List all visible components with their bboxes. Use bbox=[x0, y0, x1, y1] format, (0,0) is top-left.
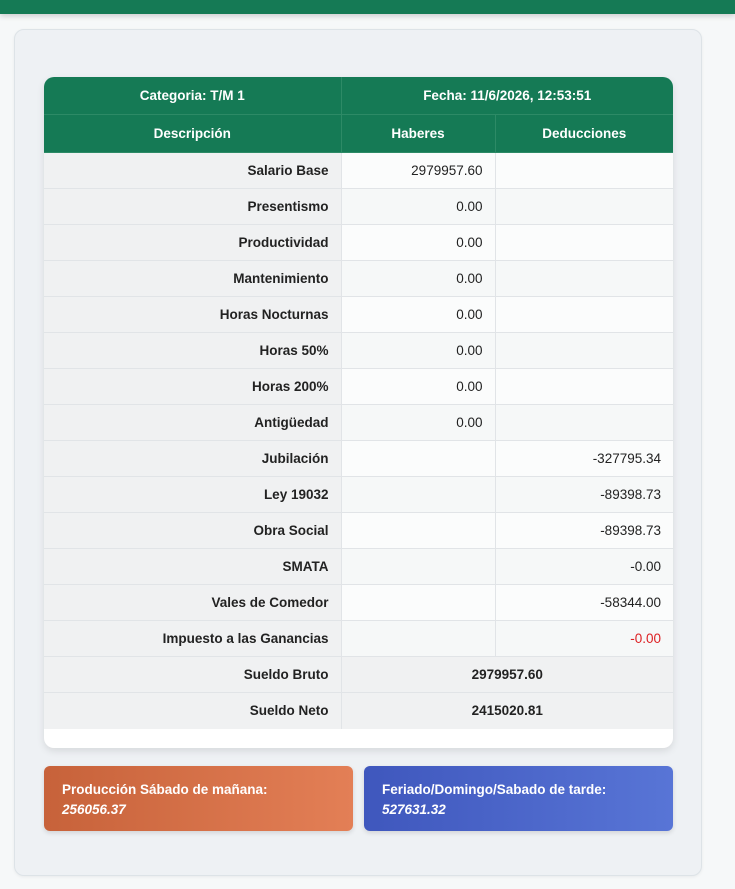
row-label: Antigüedad bbox=[44, 405, 341, 441]
sueldo-neto-value: 2415020.81 bbox=[341, 693, 673, 729]
deducciones-cell bbox=[495, 369, 673, 405]
deducciones-cell bbox=[495, 153, 673, 189]
haberes-cell bbox=[341, 585, 495, 621]
sueldo-bruto-label: Sueldo Bruto bbox=[44, 657, 341, 693]
produccion-sabado-box bbox=[44, 766, 353, 831]
table-row bbox=[44, 297, 673, 333]
table-row bbox=[44, 261, 673, 297]
haberes-cell: 0.00 bbox=[341, 261, 495, 297]
haberes-cell bbox=[341, 477, 495, 513]
feriado-domingo-value: 527631.32 bbox=[382, 802, 446, 817]
sueldo-neto-row bbox=[44, 693, 673, 729]
deducciones-cell: -89398.73 bbox=[495, 513, 673, 549]
haberes-cell: 0.00 bbox=[341, 333, 495, 369]
table-row bbox=[44, 225, 673, 261]
produccion-sabado-value: 256056.37 bbox=[62, 802, 126, 817]
deducciones-cell bbox=[495, 405, 673, 441]
payroll-card bbox=[14, 29, 702, 876]
deducciones-cell: -58344.00 bbox=[495, 585, 673, 621]
row-label: Horas 200% bbox=[44, 369, 341, 405]
feriado-domingo-box bbox=[364, 766, 673, 831]
haberes-cell: 0.00 bbox=[341, 189, 495, 225]
deducciones-cell: -89398.73 bbox=[495, 477, 673, 513]
descripcion-header: Descripción bbox=[44, 115, 341, 153]
haberes-cell bbox=[341, 621, 495, 657]
haberes-cell bbox=[341, 513, 495, 549]
payroll-table-container bbox=[44, 77, 673, 748]
table-row bbox=[44, 405, 673, 441]
haberes-cell: 2979957.60 bbox=[341, 153, 495, 189]
row-label: Obra Social bbox=[44, 513, 341, 549]
sueldo-neto-label: Sueldo Neto bbox=[44, 693, 341, 729]
deducciones-cell bbox=[495, 225, 673, 261]
categoria-header: Categoria: T/M 1 bbox=[44, 77, 341, 115]
row-label: Ley 19032 bbox=[44, 477, 341, 513]
feriado-domingo-label: Feriado/Domingo/Sabado de tarde: bbox=[382, 782, 607, 797]
row-label: Jubilación bbox=[44, 441, 341, 477]
row-label: Mantenimiento bbox=[44, 261, 341, 297]
haberes-cell: 0.00 bbox=[341, 225, 495, 261]
payroll-table bbox=[44, 77, 673, 729]
sueldo-bruto-value: 2979957.60 bbox=[341, 657, 673, 693]
deducciones-cell: -327795.34 bbox=[495, 441, 673, 477]
table-row bbox=[44, 621, 673, 657]
table-row bbox=[44, 153, 673, 189]
deducciones-cell bbox=[495, 189, 673, 225]
row-label: Horas Nocturnas bbox=[44, 297, 341, 333]
row-label: Presentismo bbox=[44, 189, 341, 225]
table-row bbox=[44, 585, 673, 621]
deducciones-cell: -0.00 bbox=[495, 549, 673, 585]
haberes-header: Haberes bbox=[341, 115, 495, 153]
table-row bbox=[44, 513, 673, 549]
header-row-columns bbox=[44, 115, 673, 153]
top-navbar bbox=[0, 0, 735, 14]
row-label: Salario Base bbox=[44, 153, 341, 189]
row-label: Impuesto a las Ganancias bbox=[44, 621, 341, 657]
deducciones-cell bbox=[495, 297, 673, 333]
table-row bbox=[44, 189, 673, 225]
deducciones-cell bbox=[495, 261, 673, 297]
row-label: SMATA bbox=[44, 549, 341, 585]
haberes-cell bbox=[341, 441, 495, 477]
deducciones-header: Deducciones bbox=[495, 115, 673, 153]
haberes-cell bbox=[341, 549, 495, 585]
fecha-header: Fecha: 11/6/2026, 12:53:51 bbox=[341, 77, 673, 115]
header-row-meta bbox=[44, 77, 673, 115]
table-row bbox=[44, 369, 673, 405]
haberes-cell: 0.00 bbox=[341, 369, 495, 405]
row-label: Horas 50% bbox=[44, 333, 341, 369]
table-row bbox=[44, 441, 673, 477]
table-row bbox=[44, 549, 673, 585]
table-row bbox=[44, 477, 673, 513]
table-row bbox=[44, 333, 673, 369]
row-label: Productividad bbox=[44, 225, 341, 261]
produccion-sabado-label: Producción Sábado de mañana: bbox=[62, 782, 268, 797]
haberes-cell: 0.00 bbox=[341, 405, 495, 441]
deducciones-cell bbox=[495, 333, 673, 369]
haberes-cell: 0.00 bbox=[341, 297, 495, 333]
row-label: Vales de Comedor bbox=[44, 585, 341, 621]
deducciones-cell-negative: -0.00 bbox=[495, 621, 673, 657]
sueldo-bruto-row bbox=[44, 657, 673, 693]
